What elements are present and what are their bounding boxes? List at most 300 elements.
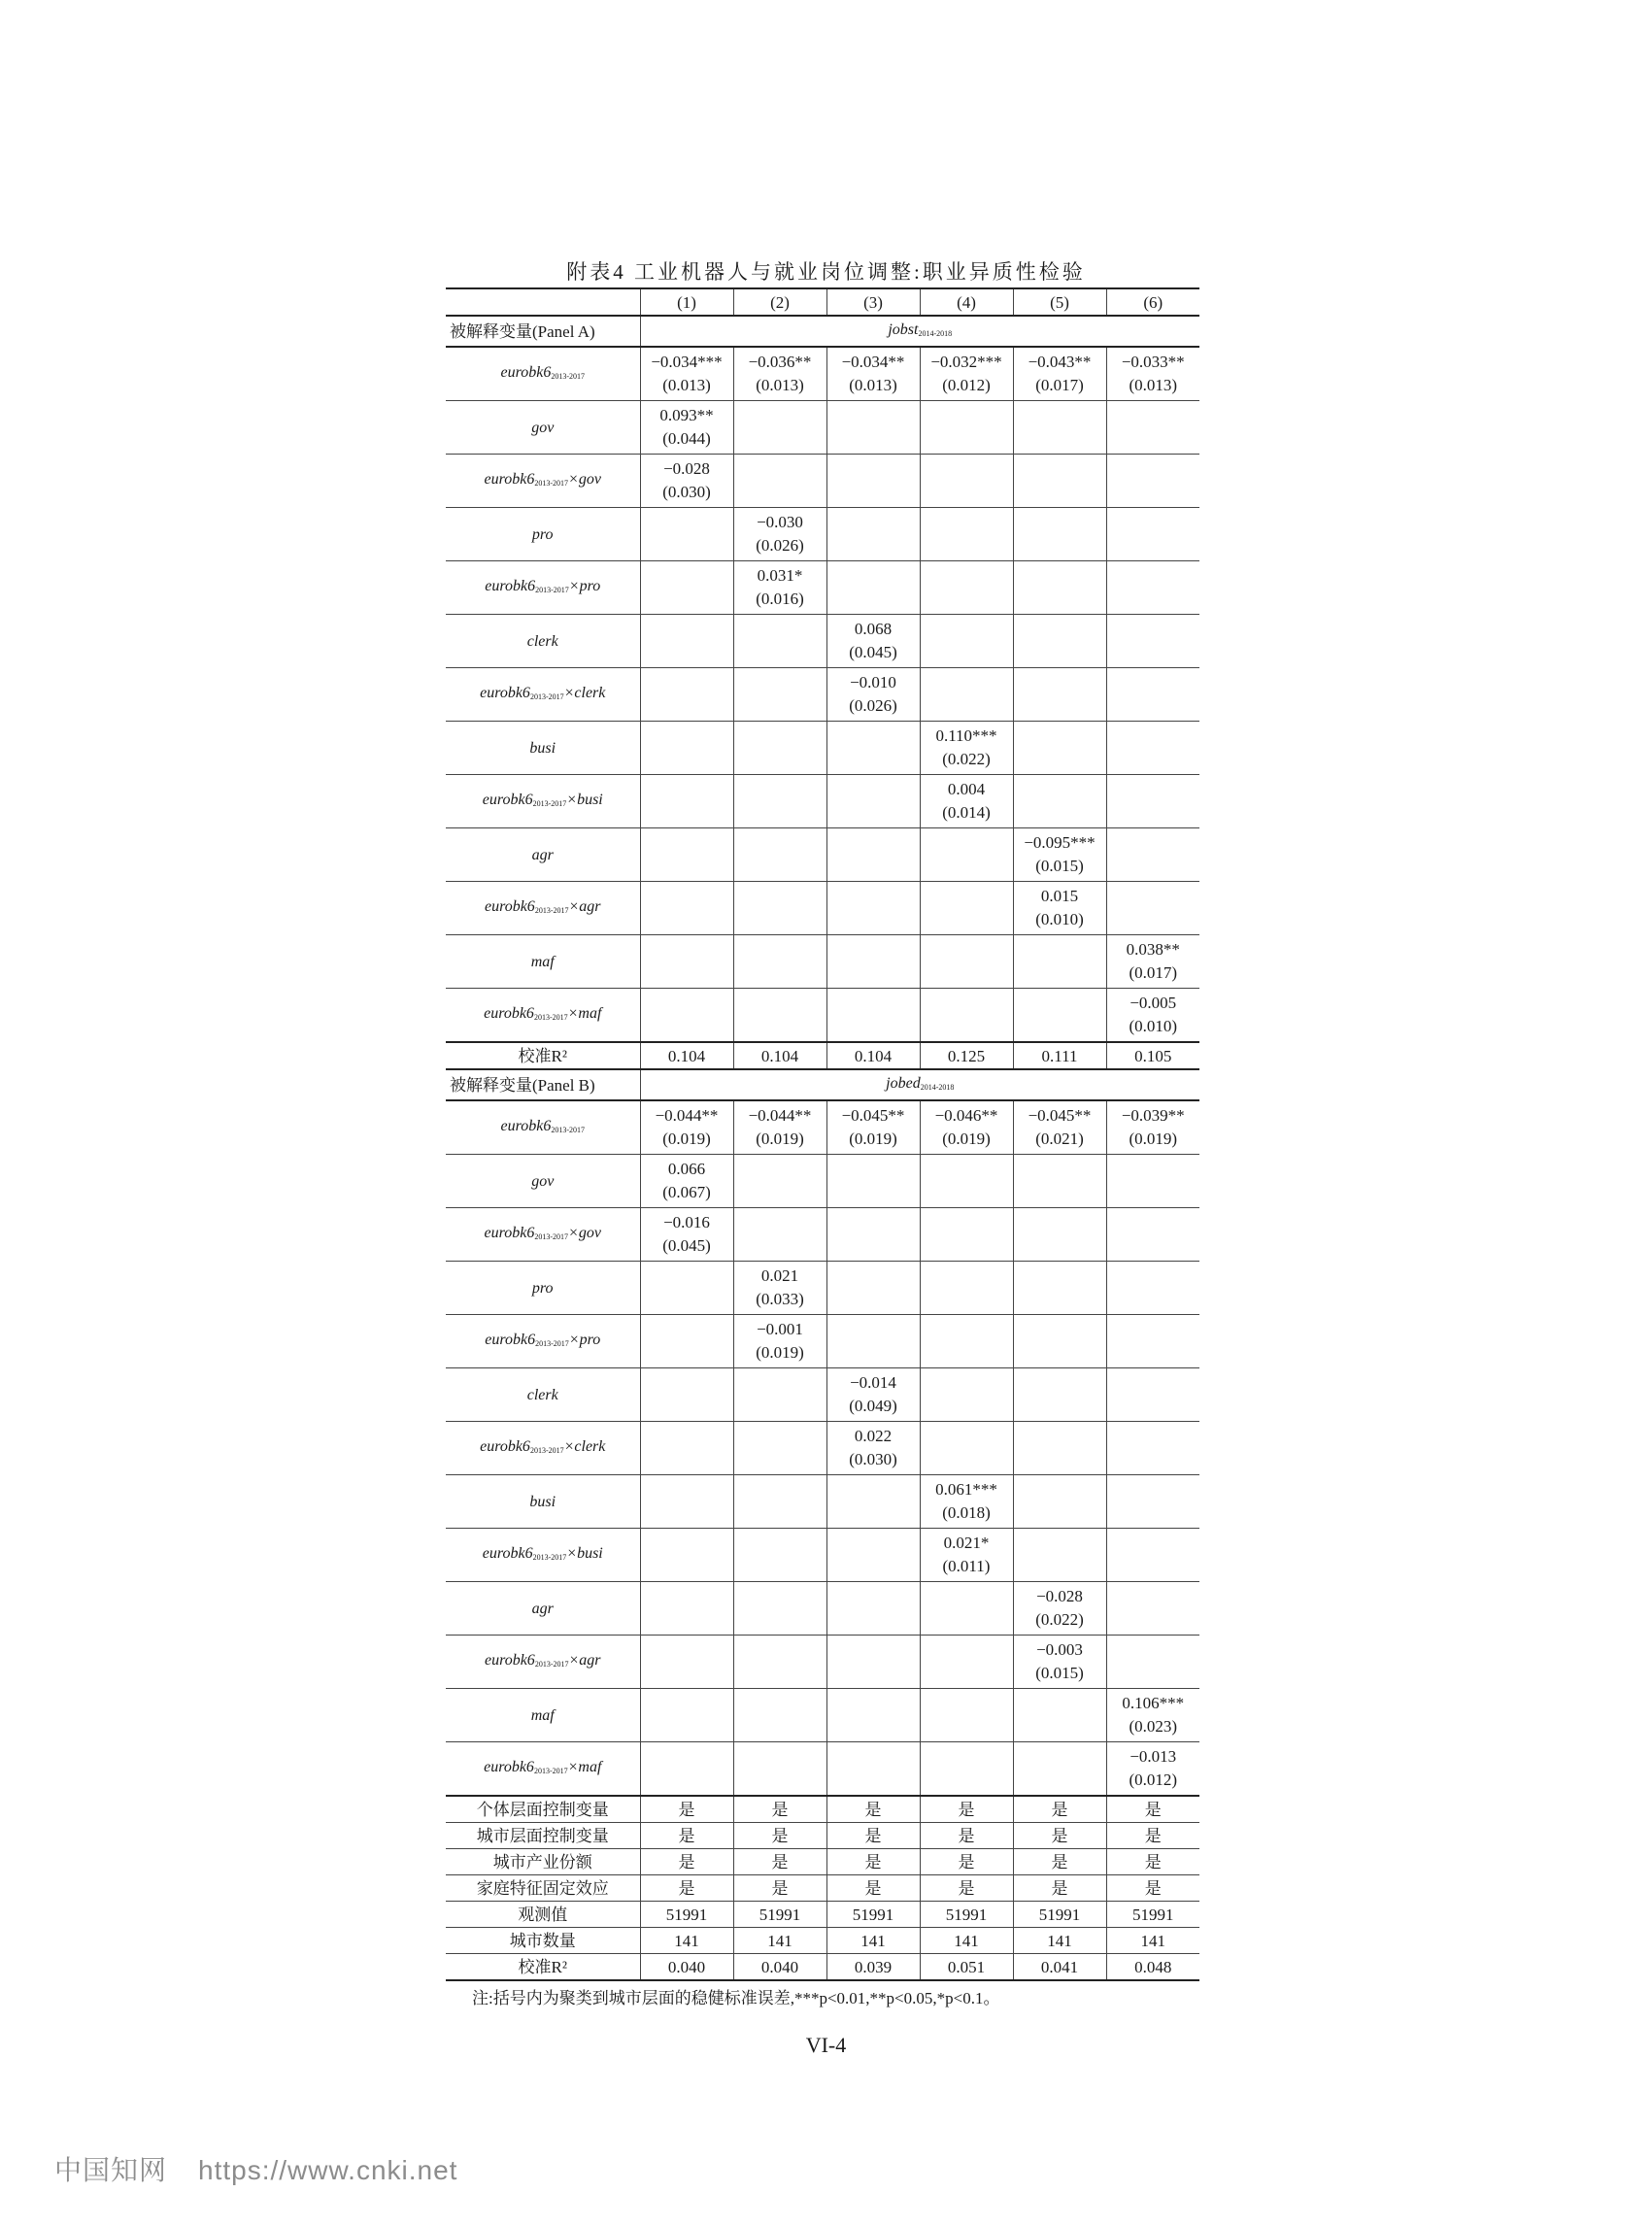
- footer-value: 是: [1013, 1849, 1106, 1875]
- column-header: (4): [920, 288, 1013, 316]
- r2-value: 0.105: [1106, 1042, 1199, 1069]
- dependent-variable-name: [888, 321, 952, 338]
- coefficient-cell: [1013, 882, 1106, 935]
- row-label: [446, 989, 640, 1043]
- coefficient-cell: [1106, 1742, 1199, 1797]
- coefficient: −0.039**: [1121, 1106, 1185, 1125]
- variable-name: [485, 1332, 600, 1348]
- standard-error: (0.019): [942, 1130, 991, 1148]
- coefficient: −0.045**: [841, 1106, 905, 1125]
- row-label: [446, 1315, 640, 1368]
- footer-value: 是: [733, 1875, 826, 1902]
- coefficient: 0.021*: [943, 1534, 990, 1552]
- variable-name: [484, 1005, 601, 1022]
- standard-error: (0.013): [756, 376, 804, 394]
- footer-value: 是: [826, 1796, 920, 1823]
- coefficient-cell: [1106, 1208, 1199, 1262]
- coefficient-cell: [920, 1155, 1013, 1208]
- coefficient: −0.034**: [841, 353, 905, 371]
- coefficient-cell: [920, 1689, 1013, 1742]
- coefficient-cell: [733, 1315, 826, 1368]
- column-header: (2): [733, 288, 826, 316]
- coefficient-cell: [826, 1155, 920, 1208]
- footer-value: 是: [826, 1875, 920, 1902]
- footer-value: 是: [640, 1823, 733, 1849]
- coefficient-cell: [640, 1100, 733, 1155]
- coefficient-cell: [826, 775, 920, 828]
- row-label: [446, 1582, 640, 1636]
- coefficient-cell: [640, 455, 733, 508]
- standard-error: (0.022): [942, 750, 991, 768]
- variable-name: [480, 1438, 605, 1455]
- coefficient-cell: [640, 508, 733, 561]
- coefficient-cell: [733, 828, 826, 882]
- variable-interaction: ×maf: [567, 1759, 602, 1775]
- variable-interaction: ×pro: [568, 578, 601, 594]
- dependent-variable-subscript: 2014-2018: [918, 329, 953, 338]
- coefficient-cell: [733, 668, 826, 722]
- coefficient-cell: [733, 1100, 826, 1155]
- coefficient-cell: [826, 401, 920, 455]
- coefficient-cell: [733, 1208, 826, 1262]
- standard-error: (0.014): [942, 803, 991, 822]
- coefficient-cell: [1106, 1689, 1199, 1742]
- footer-value: 0.041: [1013, 1954, 1106, 1981]
- standard-error: (0.018): [942, 1503, 991, 1522]
- coefficient-cell: [1013, 561, 1106, 615]
- coefficient-cell: [1106, 347, 1199, 401]
- coefficient: −0.010: [850, 673, 896, 691]
- footer-value: 是: [1013, 1875, 1106, 1902]
- coefficient-cell: [920, 1315, 1013, 1368]
- row-label: [446, 1742, 640, 1797]
- table-row: [446, 1689, 1199, 1742]
- coefficient-cell: [826, 455, 920, 508]
- variable-name: [485, 1652, 601, 1669]
- row-label: [446, 1529, 640, 1582]
- coefficient-cell: [1013, 1475, 1106, 1529]
- coefficient-cell: [1106, 1100, 1199, 1155]
- variable-subscript: 2013-2017: [532, 1553, 567, 1562]
- watermark-url[interactable]: https://www.cnki.net: [198, 2155, 458, 2185]
- standard-error: (0.026): [756, 536, 804, 555]
- coefficient-cell: [1013, 828, 1106, 882]
- standard-error: (0.015): [1035, 1664, 1084, 1682]
- standard-error: (0.030): [662, 483, 711, 501]
- coefficient-cell: [640, 401, 733, 455]
- coefficient-cell: [920, 668, 1013, 722]
- coefficient-cell: [1106, 1262, 1199, 1315]
- standard-error: (0.049): [849, 1397, 897, 1415]
- coefficient-cell: [920, 561, 1013, 615]
- coefficient-cell: [920, 1582, 1013, 1636]
- row-label: [446, 1475, 640, 1529]
- variable-interaction: ×agr: [568, 898, 601, 915]
- standard-error: (0.067): [662, 1183, 711, 1201]
- coefficient-cell: [640, 1475, 733, 1529]
- coefficient-cell: [1013, 1529, 1106, 1582]
- variable-name: [531, 954, 555, 970]
- r2-value: 0.111: [1013, 1042, 1106, 1069]
- coefficient-cell: [1106, 882, 1199, 935]
- coefficient-cell: [733, 1368, 826, 1422]
- variable-subscript: 2013-2017: [551, 372, 585, 381]
- variable-base: maf: [530, 954, 555, 970]
- coefficient-cell: [826, 1100, 920, 1155]
- footer-value: 141: [826, 1928, 920, 1954]
- variable-base: eurobk6: [500, 364, 552, 381]
- table-row: [446, 882, 1199, 935]
- coefficient-cell: [826, 828, 920, 882]
- coefficient: 0.031*: [757, 566, 803, 585]
- coefficient-cell: [920, 882, 1013, 935]
- coefficient-cell: [640, 1155, 733, 1208]
- page-number: VI-4: [805, 2033, 847, 2057]
- variable-subscript: 2013-2017: [535, 586, 569, 594]
- table-row: [446, 1422, 1199, 1475]
- standard-error: (0.033): [756, 1290, 804, 1308]
- coefficient-cell: [920, 1262, 1013, 1315]
- coefficient-cell: [1013, 775, 1106, 828]
- footer-value: 141: [640, 1928, 733, 1954]
- coefficient-cell: [1013, 615, 1106, 668]
- coefficient-cell: [733, 1262, 826, 1315]
- coefficient-cell: [640, 347, 733, 401]
- row-label: 校准R²: [446, 1954, 640, 1981]
- coefficient-cell: [640, 1368, 733, 1422]
- variable-base: eurobk6: [485, 1332, 536, 1348]
- footer-value: 是: [733, 1796, 826, 1823]
- r2-row: [446, 1042, 1199, 1069]
- coefficient-cell: [733, 1529, 826, 1582]
- row-label: 家庭特征固定效应: [446, 1875, 640, 1902]
- coefficient-cell: [920, 1100, 1013, 1155]
- coefficient-cell: [920, 1529, 1013, 1582]
- coefficient: −0.032***: [930, 353, 1002, 371]
- coefficient-cell: [920, 1368, 1013, 1422]
- coefficient-cell: [1013, 401, 1106, 455]
- coefficient: −0.013: [1129, 1747, 1177, 1766]
- variable-base: eurobk6: [482, 1545, 533, 1562]
- variable-subscript: 2013-2017: [534, 1232, 569, 1241]
- coefficient-cell: [920, 722, 1013, 775]
- standard-error: (0.013): [1129, 376, 1178, 394]
- coefficient-cell: [640, 1315, 733, 1368]
- table-row: [446, 1368, 1199, 1422]
- standard-error: (0.010): [1035, 910, 1084, 928]
- variable-subscript: 2013-2017: [532, 799, 567, 808]
- row-label: 个体层面控制变量: [446, 1796, 640, 1823]
- coefficient-cell: [826, 1262, 920, 1315]
- variable-subscript: 2013-2017: [534, 906, 569, 915]
- table-row: [446, 1582, 1199, 1636]
- row-label: [446, 455, 640, 508]
- variable-name: [485, 578, 600, 594]
- coefficient-cell: [1013, 1262, 1106, 1315]
- coefficient-cell: [1013, 455, 1106, 508]
- coefficient: −0.003: [1036, 1640, 1083, 1659]
- variable-name: [500, 364, 585, 381]
- coefficient-cell: [1106, 508, 1199, 561]
- coefficient-cell: [1106, 775, 1199, 828]
- row-label: [446, 668, 640, 722]
- row-label: [446, 1422, 640, 1475]
- footer-row: [446, 1928, 1199, 1954]
- watermark-brand: 中国知网: [54, 2155, 168, 2185]
- watermark[interactable]: [54, 2149, 457, 2188]
- coefficient-cell: [733, 1155, 826, 1208]
- r2-value: 0.104: [826, 1042, 920, 1069]
- variable-name: [500, 1118, 585, 1134]
- coefficient: 0.038**: [1126, 940, 1180, 959]
- table-row: [446, 989, 1199, 1043]
- variable-base: eurobk6: [484, 471, 535, 488]
- variable-name: [532, 1601, 554, 1617]
- coefficient-cell: [920, 1475, 1013, 1529]
- row-label: [446, 347, 640, 401]
- coefficient: −0.043**: [1028, 353, 1092, 371]
- footer-value: 141: [920, 1928, 1013, 1954]
- variable-base: maf: [530, 1707, 555, 1724]
- variable-name: [532, 847, 554, 863]
- coefficient-cell: [920, 455, 1013, 508]
- coefficient-cell: [1013, 1100, 1106, 1155]
- standard-error: (0.019): [756, 1343, 804, 1362]
- footer-value: 是: [826, 1849, 920, 1875]
- coefficient-cell: [733, 775, 826, 828]
- footer-value: 是: [920, 1796, 1013, 1823]
- coefficient: 0.066: [667, 1160, 706, 1178]
- panel-header-row: [446, 316, 1199, 347]
- footer-value: 是: [920, 1875, 1013, 1902]
- table-row: [446, 935, 1199, 989]
- coefficient-cell: [826, 615, 920, 668]
- coefficient: 0.015: [1040, 887, 1079, 905]
- footer-value: 141: [1106, 1928, 1199, 1954]
- variable-base: eurobk6: [484, 898, 535, 915]
- coefficient-cell: [1013, 1208, 1106, 1262]
- footer-row: [446, 1875, 1199, 1902]
- variable-name: [529, 1494, 556, 1510]
- coefficient-cell: [1013, 1582, 1106, 1636]
- footer-value: 是: [733, 1823, 826, 1849]
- variable-name: [531, 1707, 555, 1724]
- coefficient-cell: [1106, 1475, 1199, 1529]
- regression-table: [446, 287, 1199, 1981]
- footer-value: 0.040: [733, 1954, 826, 1981]
- coefficient-cell: [826, 1208, 920, 1262]
- coefficient: 0.004: [947, 780, 986, 798]
- variable-base: pro: [531, 1280, 554, 1297]
- variable-base: eurobk6: [480, 1438, 530, 1455]
- variable-name: [529, 740, 556, 757]
- row-label: 城市产业份额: [446, 1849, 640, 1875]
- coefficient-cell: [640, 1529, 733, 1582]
- variable-name: [483, 1545, 603, 1562]
- standard-error: (0.023): [1129, 1717, 1178, 1736]
- coefficient-cell: [920, 615, 1013, 668]
- coefficient-cell: [1013, 1689, 1106, 1742]
- coefficient: −0.044**: [655, 1106, 719, 1125]
- table-row: [446, 615, 1199, 668]
- coefficient-cell: [733, 401, 826, 455]
- footer-value: 0.051: [920, 1954, 1013, 1981]
- standard-error: (0.017): [1129, 963, 1178, 982]
- coefficient-cell: [1106, 455, 1199, 508]
- row-label: [446, 561, 640, 615]
- table-row: [446, 1155, 1199, 1208]
- footer-value: 51991: [640, 1902, 733, 1928]
- variable-name: [531, 420, 554, 436]
- coefficient: 0.093**: [659, 406, 714, 424]
- coefficient-cell: [640, 722, 733, 775]
- standard-error: (0.012): [942, 376, 991, 394]
- coefficient-cell: [1013, 508, 1106, 561]
- variable-subscript: 2013-2017: [534, 479, 569, 488]
- coefficient-cell: [640, 828, 733, 882]
- coefficient-cell: [640, 561, 733, 615]
- standard-error: (0.010): [1129, 1017, 1178, 1035]
- coefficient: −0.028: [1036, 1587, 1083, 1605]
- table-note: 注:括号内为聚类到城市层面的稳健标准误差,***p<0.01,**p<0.05,*p<0.1。: [472, 1989, 1000, 2007]
- table-row: [446, 561, 1199, 615]
- footer-value: 51991: [826, 1902, 920, 1928]
- coefficient-cell: [920, 828, 1013, 882]
- coefficient-cell: [1013, 722, 1106, 775]
- coefficient-cell: [733, 1689, 826, 1742]
- row-label: [446, 882, 640, 935]
- coefficient-cell: [1106, 401, 1199, 455]
- standard-error: (0.017): [1035, 376, 1084, 394]
- row-label: [446, 828, 640, 882]
- variable-base: agr: [531, 1601, 554, 1617]
- footer-row: [446, 1902, 1199, 1928]
- variable-base: busi: [529, 740, 556, 757]
- coefficient-cell: [826, 668, 920, 722]
- coefficient-cell: [733, 989, 826, 1043]
- variable-interaction: ×gov: [568, 471, 601, 488]
- footer-value: 0.039: [826, 1954, 920, 1981]
- footer-value: 51991: [733, 1902, 826, 1928]
- coefficient-cell: [733, 615, 826, 668]
- coefficient-cell: [640, 668, 733, 722]
- variable-base: gov: [531, 1173, 555, 1190]
- column-header-row: [446, 288, 1199, 316]
- table-row: [446, 1100, 1199, 1155]
- variable-interaction: ×agr: [568, 1652, 601, 1669]
- panel-header-row: [446, 1069, 1199, 1100]
- row-label: [446, 722, 640, 775]
- row-label: 城市层面控制变量: [446, 1823, 640, 1849]
- standard-error: (0.019): [849, 1130, 897, 1148]
- variable-base: clerk: [526, 1387, 558, 1403]
- coefficient-cell: [640, 1582, 733, 1636]
- footer-row: [446, 1823, 1199, 1849]
- r2-value: 0.104: [733, 1042, 826, 1069]
- coefficient-cell: [1013, 1368, 1106, 1422]
- column-header: (3): [826, 288, 920, 316]
- table-row: [446, 1208, 1199, 1262]
- variable-interaction: ×busi: [566, 792, 603, 808]
- panel-label: 被解释变量(Panel A): [446, 316, 640, 347]
- variable-name: [483, 792, 603, 808]
- standard-error: (0.026): [849, 696, 897, 715]
- table-row: [446, 1475, 1199, 1529]
- coefficient-cell: [640, 615, 733, 668]
- coefficient-cell: [1013, 1636, 1106, 1689]
- variable-name: [532, 526, 554, 543]
- coefficient-cell: [826, 1742, 920, 1797]
- row-label: 城市数量: [446, 1928, 640, 1954]
- coefficient: 0.022: [854, 1427, 893, 1445]
- row-label: [446, 775, 640, 828]
- variable-subscript: 2013-2017: [529, 1446, 564, 1455]
- coefficient-cell: [826, 1315, 920, 1368]
- variable-subscript: 2013-2017: [551, 1126, 585, 1134]
- coefficient-cell: [1013, 347, 1106, 401]
- footer-value: 141: [733, 1928, 826, 1954]
- table-row: [446, 1262, 1199, 1315]
- coefficient: 0.021: [760, 1266, 799, 1285]
- coefficient-cell: [920, 401, 1013, 455]
- coefficient-cell: [920, 347, 1013, 401]
- variable-base: eurobk6: [484, 1225, 535, 1241]
- coefficient-cell: [1106, 561, 1199, 615]
- coefficient-cell: [733, 1582, 826, 1636]
- coefficient-cell: [640, 1422, 733, 1475]
- standard-error: (0.019): [1129, 1130, 1178, 1148]
- variable-subscript: 2013-2017: [533, 1767, 568, 1775]
- coefficient-cell: [1106, 1368, 1199, 1422]
- variable-name: [484, 1759, 601, 1775]
- footer-row: [446, 1849, 1199, 1875]
- coefficient: −0.014: [850, 1373, 896, 1392]
- table-row: [446, 775, 1199, 828]
- coefficient-cell: [1013, 1155, 1106, 1208]
- table-row: [446, 401, 1199, 455]
- coefficient-cell: [733, 1636, 826, 1689]
- coefficient-cell: [826, 1475, 920, 1529]
- coefficient-cell: [640, 1262, 733, 1315]
- variable-name: [485, 1225, 601, 1241]
- coefficient-cell: [1106, 989, 1199, 1043]
- coefficient-cell: [733, 935, 826, 989]
- dependent-variable-subscript: 2014-2018: [920, 1083, 955, 1092]
- coefficient-cell: [826, 1368, 920, 1422]
- row-label: [446, 1100, 640, 1155]
- table-row: [446, 347, 1199, 401]
- standard-error: (0.015): [1035, 857, 1084, 875]
- standard-error: (0.030): [849, 1450, 897, 1468]
- variable-base: eurobk6: [484, 1005, 534, 1022]
- table-row: [446, 1529, 1199, 1582]
- standard-error: (0.012): [1129, 1771, 1178, 1789]
- coefficient-cell: [826, 347, 920, 401]
- coefficient-cell: [920, 1636, 1013, 1689]
- coefficient-cell: [1106, 1636, 1199, 1689]
- coefficient: −0.046**: [934, 1106, 998, 1125]
- standard-error: (0.044): [662, 429, 711, 448]
- standard-error: (0.045): [662, 1236, 711, 1255]
- coefficient: 0.110***: [935, 726, 997, 745]
- footer-value: 0.048: [1106, 1954, 1199, 1981]
- variable-name: [485, 471, 601, 488]
- row-label: [446, 1208, 640, 1262]
- coefficient-cell: [1106, 615, 1199, 668]
- coefficient-cell: [1106, 722, 1199, 775]
- variable-base: eurobk6: [484, 1759, 534, 1775]
- variable-name: [532, 1280, 554, 1297]
